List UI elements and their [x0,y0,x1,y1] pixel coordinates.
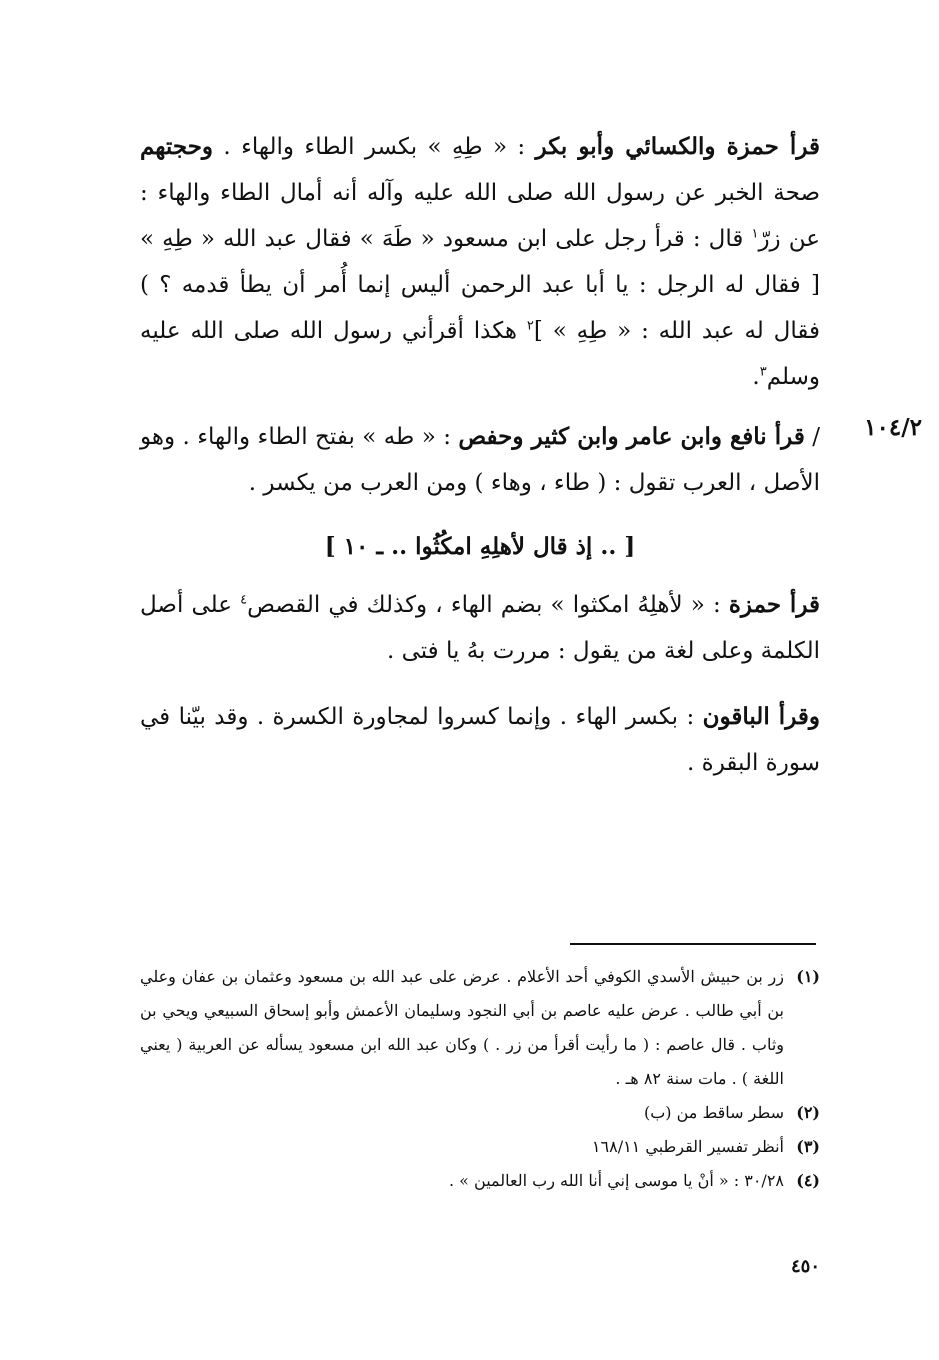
verse-heading: [ .. إذ قال لأهلِهِ امكُثُوا .. ـ ١٠ ] [324,533,636,560]
footnote-separator [570,943,816,945]
footnote-ref-2: ٢ [526,318,534,334]
readers-label: قرأ حمزة والكسائي وأبو بكر [535,133,820,160]
argument-label: وحجتهم [140,133,214,160]
readers-label: قرأ نافع وابن عامر وابن كثير وحفص [458,423,805,450]
paragraph-taha-kasr: قرأ حمزة والكسائي وأبو بكر : « طِهِ » بكسر الطاء والهاء . وحجتهم صحة الخبر عن رسول الله صلى الله عليه وآله أنه أمال الطاء والهاء : عن زرّ$^١$ قال : قرأ رجل على ابن مسعود « طَهَ » فقال عبد الله « طِهِ » [ فقال له الرجل : يا أبا عبد الرحمن أليس إنما أُمر أن يطأ قدمه ؟ ) فقال له عبد الله : « طِهِ » ]$^٢$ هكذا أقرأني رسول الله صلى الله عليه وسلم$^٣$. [140,133,820,390]
footnote-ref-3: ٣ [759,364,767,380]
readers-label: وقرأ الباقون [702,703,820,730]
footnote-1: (١) زر بن حبيش الأسدي الكوفي أحد الأعلام . عرض على عبد الله بن مسعود وعثمان بن عفان وعلي بن أبي طالب . عرض عليه عاصم بن أبي النجود وسليمان الأعمش وأبو إسحاق السبيعي ويحي بن وثاب . قال عاصم : ( ما رأيت أقرأ من زر . ) وكان عبد الله ابن مسعود يسأله عن العربية ( يعني اللغة ) . مات سنة ٨٢ هـ . [140,967,820,1088]
paragraph-taha-fath: / قرأ نافع وابن عامر وابن كثير وحفص : « طه » بفتح الطاء والهاء . وهو الأصل ، العرب تقول : ( طاء ، وهاء ) ومن العرب من يكسر . [140,423,820,496]
footnote-3: (٣) أنظر تفسير القرطبي ١٦٨/١١ [591,1137,820,1156]
paragraph-ahlihu: قرأ حمزة : « لأهلِهُ امكثوا » بضم الهاء ، وكذلك في القصص$^٤$ على أصل الكلمة وعلى لغة من يقول : مررت بهُ يا فتى . [140,591,821,664]
paragraph-baqun: وقرأ الباقون : بكسر الهاء . وإنما كسروا لمجاورة الكسرة . وقد بيّنا في سورة البقرة . [140,703,820,776]
footnote-4: (٤) ٣٠/٢٨ : « أنْ يا موسى إني أنا الله رب العالمين » . [449,1171,820,1190]
footnotes [140,960,820,1198]
footnote-ref-4: ٤ [240,592,248,608]
page-number: ٤٥٠ [790,1256,820,1277]
footnote-ref-1: ١ [751,226,759,242]
readers-label: قرأ حمزة [728,591,821,618]
footnote-2: (٢) سطر ساقط من (ب) [643,1103,820,1122]
margin-reference: ١٠٤/٢ [864,414,922,441]
